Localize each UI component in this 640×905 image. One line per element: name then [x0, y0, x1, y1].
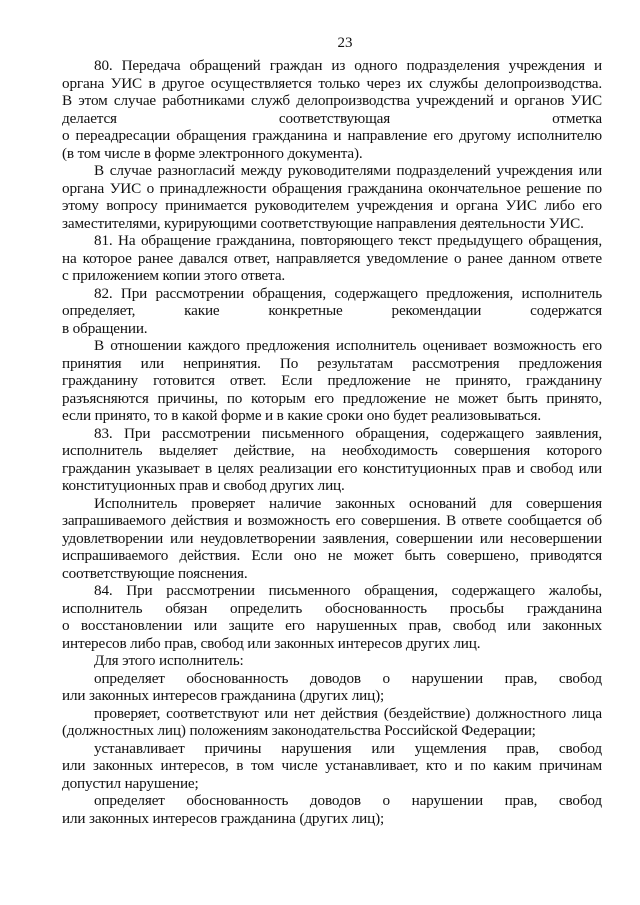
- text-line: (должностных лиц) положениям законодательства Российской Федерации;: [62, 722, 536, 739]
- text-line: или законных интересов, в том числе устанавливает, кто и по каким причинам: [62, 757, 602, 774]
- paragraph-82-evaluation: [62, 337, 602, 425]
- text-line: испрашиваемого действия. Если оно не может быть совершено, приводятся: [62, 547, 602, 564]
- text-line: определяет обоснованность доводов о нарушении прав, свобод: [94, 792, 602, 809]
- document-body: [62, 57, 602, 827]
- text-line: 80. Передача обращений граждан из одного подразделения учреждения и: [94, 57, 602, 74]
- list-item: [62, 670, 602, 705]
- text-line: (в том числе в форме электронного документа).: [62, 144, 363, 162]
- text-line: или законных интересов гражданина (других лиц);: [62, 687, 385, 704]
- text-line: удовлетворении или неудовлетворении заявления, совершении или несовершении: [62, 529, 602, 547]
- text-line: на которое ранее давался ответ, направляется уведомление о ранее данном ответе: [62, 249, 602, 267]
- text-line: проверяет, соответствуют или нет действия (бездействие) должностного лица: [94, 704, 602, 722]
- text-line: Для этого исполнитель:: [94, 652, 244, 669]
- text-line: В случае разногласий между руководителями подразделений учреждения или: [94, 162, 602, 179]
- text-line: В этом случае работниками служб делопроизводства учреждений и органов УИС: [62, 92, 602, 109]
- text-line: этому вопросу принимается руководителем учреждения и органа УИС либо его: [62, 197, 602, 214]
- text-line: соответствующие пояснения.: [62, 564, 248, 582]
- text-line: принятия или непринятия. По результатам рассмотрения предложения: [62, 354, 602, 372]
- page-number: 23: [337, 35, 353, 51]
- paragraph-84-intro: [62, 652, 602, 670]
- text-line: интересов либо прав, свобод или законных интересов других лиц.: [62, 634, 481, 652]
- text-line: с приложением копии этого ответа.: [62, 267, 286, 284]
- text-line: В отношении каждого предложения исполнитель оценивает возможность его: [94, 337, 602, 354]
- text-line: в обращении.: [62, 319, 148, 337]
- text-line: допустил нарушение;: [62, 774, 199, 792]
- text-line: определяет обоснованность доводов о нарушении прав, свобод: [94, 669, 602, 687]
- paragraph-80-disagreement: [62, 162, 602, 232]
- text-line: заместителями, курирующими соответствующие направления деятельности УИС.: [62, 214, 584, 232]
- text-line: конституционных прав и свобод других лиц.: [62, 477, 345, 494]
- text-line: 83. При рассмотрении письменного обращения, содержащего заявления,: [94, 424, 602, 442]
- text-line: определяет, какие конкретные рекомендации содержатся: [62, 302, 602, 319]
- text-line: исполнитель обязан определить обоснованность просьбы гражданина: [62, 599, 602, 617]
- paragraph-84: [62, 582, 602, 652]
- paragraph-83: [62, 425, 602, 495]
- paragraph-83-check: [62, 495, 602, 583]
- list-item: [62, 705, 602, 740]
- paragraph-81: [62, 232, 602, 285]
- text-line: исполнитель выделяет действие, на необходимость совершения которого: [62, 442, 602, 459]
- text-line: если принято, то в какой форме и в какие сроки оно будет реализовываться.: [62, 407, 542, 424]
- text-line: устанавливает причины нарушения или ущемления прав, свобод: [94, 739, 602, 757]
- text-line: гражданину готовится ответ. Если предложение не принято, гражданину: [62, 372, 602, 389]
- text-line: 82. При рассмотрении обращения, содержащего предложения, исполнитель: [94, 284, 602, 302]
- paragraph-80: [62, 57, 602, 162]
- text-line: разъясняются причины, по которым его предложение не может быть принято,: [62, 389, 602, 407]
- text-line: органа УИС в другое осуществляется только через их службы делопроизводства.: [62, 74, 602, 92]
- text-line: 81. На обращение гражданина, повторяющего текст предыдущего обращения,: [94, 232, 602, 249]
- text-line: запрашиваемого действия и возможность его совершения. В ответе сообщается об: [62, 512, 602, 529]
- text-line: Исполнитель проверяет наличие законных оснований для совершения: [94, 494, 602, 512]
- text-line: гражданин указывает в целях реализации его конституционных прав и свобод или: [62, 459, 602, 477]
- text-line: о переадресации обращения гражданина и направление его другому исполнителю: [62, 127, 602, 144]
- text-line: органа УИС о принадлежности обращения гражданина окончательное решение по: [62, 179, 602, 197]
- paragraph-82: [62, 285, 602, 338]
- list-item: [62, 792, 602, 827]
- list-item: [62, 740, 602, 793]
- text-line: или законных интересов гражданина (других лиц);: [62, 809, 385, 827]
- text-line: 84. При рассмотрении письменного обращения, содержащего жалобы,: [94, 582, 602, 599]
- text-line: делается соответствующая отметка: [62, 109, 602, 127]
- text-line: о восстановлении или защите его нарушенных прав, свобод или законных: [62, 617, 602, 634]
